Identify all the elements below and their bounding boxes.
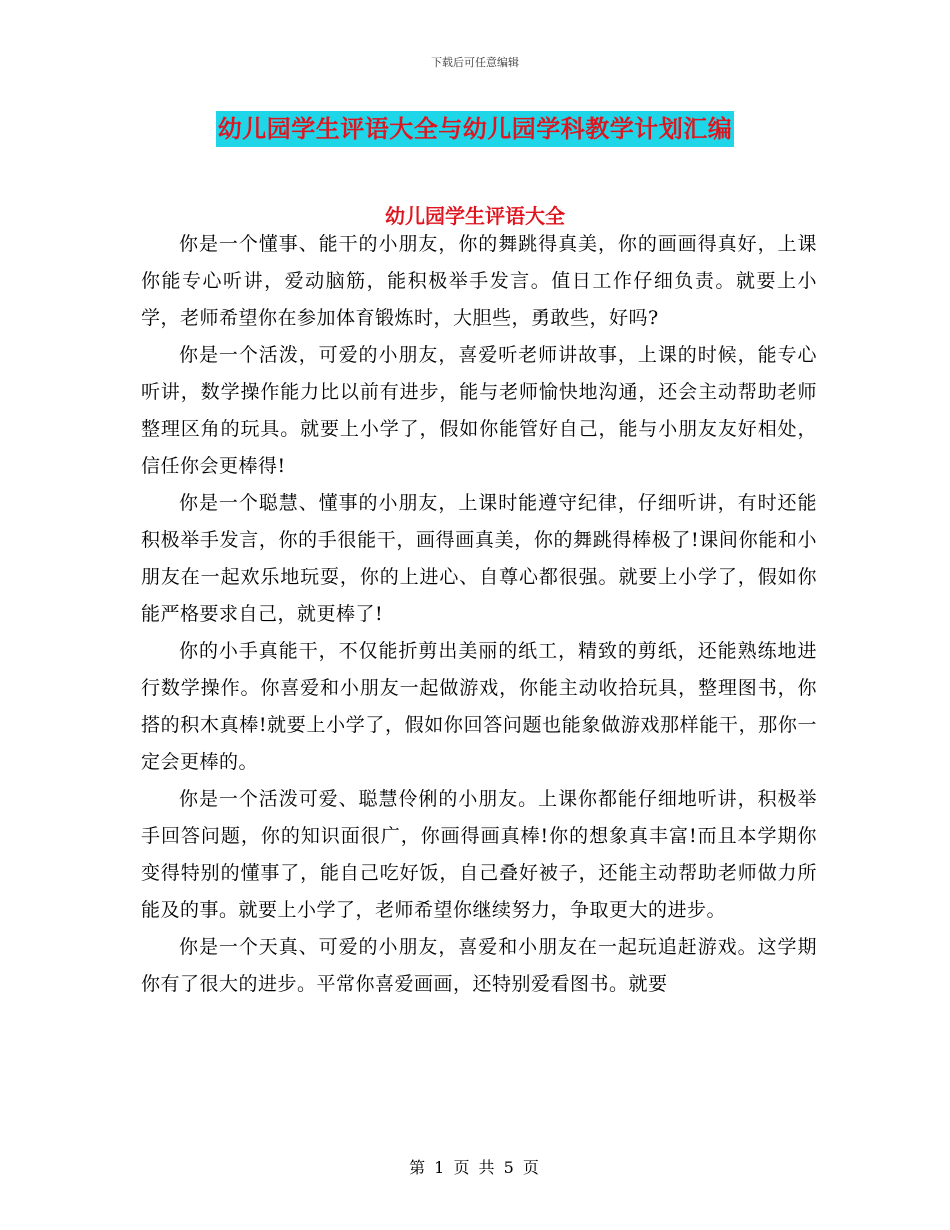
comment-paragraph-4: 你的小手真能干，不仅能折剪出美丽的纸工，精致的剪纸，还能熟练地进行数学操作。你喜爱和小朋友一起做游戏，你能主动收拾玩具，整理图书，你搭的积木真棒!就要上小学了，假如你回答问题也能象做游戏那样能干，那你一定会更棒的。: [141, 640, 817, 773]
comment-paragraph-3: 你是一个聪慧、懂事的小朋友，上课时能遵守纪律，仔细听讲，有时还能积极举手发言，你的手很能干，画得画真美，你的舞跳得棒极了!课间你能和小朋友在一起欢乐地玩耍，你的上进心、自尊心都很强。就要上小学了，假如你能严格要求自己，就更棒了!: [141, 492, 817, 625]
comment-paragraph-5: 你是一个活泼可爱、聪慧伶俐的小朋友。上课你都能仔细地听讲，积极举手回答问题，你的知识面很广，你画得画真棒!你的想象真丰富!而且本学期你变得特别的懂事了，能自己吃好饭，自己叠好被子，还能主动帮助老师做力所能及的事。就要上小学了，老师希望你继续努力，争取更大的进步。: [141, 788, 817, 921]
document-title: 幼儿园学生评语大全与幼儿园学科教学计划汇编: [216, 111, 735, 147]
comment-paragraph-1: 你是一个懂事、能干的小朋友，你的舞跳得真美，你的画画得真好，上课你能专心听讲，爱动脑筋，能积极举手发言。值日工作仔细负责。就要上小学，老师希望你在参加体育锻炼时，大胆些，勇敢些，好吗?: [141, 233, 817, 329]
main-title-container: [0, 111, 950, 147]
section-title: 幼儿园学生评语大全: [385, 204, 565, 228]
document-body: [141, 226, 817, 1003]
header-note: 下载后可任意编辑: [431, 56, 519, 69]
page-footer: 第 1 页 共 5 页: [409, 1158, 541, 1177]
comment-paragraph-2: 你是一个活泼，可爱的小朋友，喜爱听老师讲故事，上课的时候，能专心听讲，数学操作能力比以前有进步，能与老师愉快地沟通，还会主动帮助老师整理区角的玩具。就要上小学了，假如你能管好自己，能与小朋友友好相处，信任你会更棒得!: [141, 344, 817, 477]
comment-paragraph-6: 你是一个天真、可爱的小朋友，喜爱和小朋友在一起玩追赶游戏。这学期你有了很大的进步。平常你喜爱画画，还特别爱看图书。就要: [141, 936, 817, 995]
